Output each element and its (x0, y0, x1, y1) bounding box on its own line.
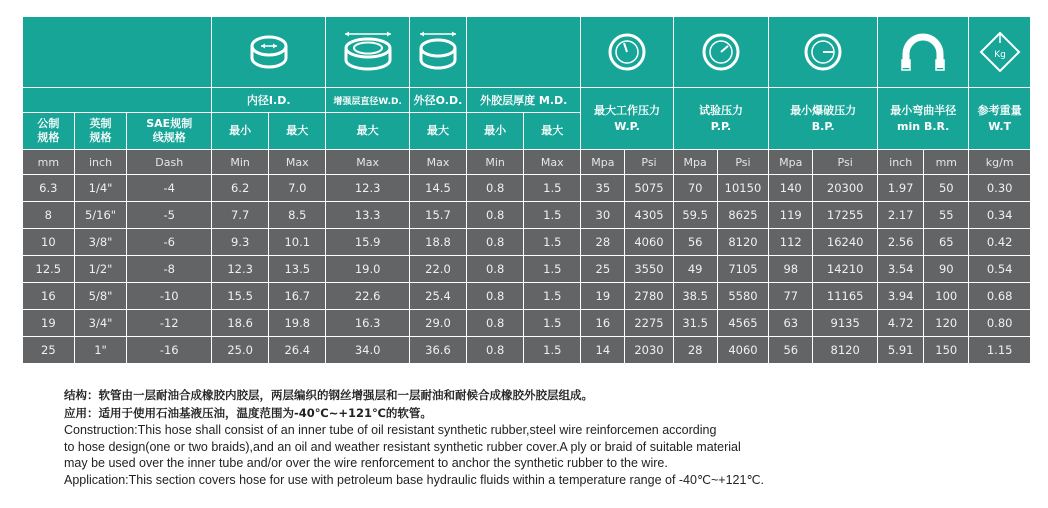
weight-icon-text: Kg (993, 50, 1006, 60)
unit-cell: Min (467, 150, 524, 175)
table-cell: 14210 (813, 256, 878, 283)
table-row (23, 256, 1031, 283)
table-cell: 0.68 (969, 283, 1031, 310)
table-cell: 50 (924, 175, 969, 202)
note-en-line: Construction:This hose shall consist of an inner tube of oil resistant synthetic rubber,steel wire reinforcemen according (64, 423, 717, 437)
table-cell: 22.6 (326, 283, 410, 310)
table-cell: -5 (127, 202, 212, 229)
table-cell: 20300 (813, 175, 878, 202)
table-cell: 26.4 (269, 337, 326, 364)
table-cell: 10.1 (269, 229, 326, 256)
table-cell: 3/8" (74, 229, 127, 256)
table-cell: 8625 (717, 202, 769, 229)
table-cell: 150 (924, 337, 969, 364)
table-cell: 7.0 (269, 175, 326, 202)
hose-spec-table (22, 16, 1031, 364)
subheader-metric: 公制 规格 (23, 113, 75, 150)
table-cell: 25.0 (212, 337, 269, 364)
table-cell: 25.4 (409, 283, 466, 310)
table-cell: 7105 (717, 256, 769, 283)
table-cell: 34.0 (326, 337, 410, 364)
table-cell: 16 (581, 310, 625, 337)
table-cell: 10150 (717, 175, 769, 202)
table-cell: 31.5 (673, 310, 717, 337)
table-cell: 0.8 (467, 337, 524, 364)
table-cell: 140 (769, 175, 813, 202)
unit-cell: mm (924, 150, 969, 175)
table-cell: -4 (127, 175, 212, 202)
note-en-line: may be used over the inner tube and/or over the wire renforcement to anchor the synthetic rubber to the wire. (64, 456, 668, 470)
unit-cell: Mpa (581, 150, 625, 175)
table-cell: 0.54 (969, 256, 1031, 283)
table-cell: 120 (924, 310, 969, 337)
table-cell: 28 (673, 337, 717, 364)
table-cell: 19 (23, 310, 75, 337)
table-cell: 12.3 (212, 256, 269, 283)
table-cell: 0.8 (467, 202, 524, 229)
table-cell: 17255 (813, 202, 878, 229)
table-cell: 5/8" (74, 283, 127, 310)
table-cell: 0.8 (467, 229, 524, 256)
table-cell: 5075 (625, 175, 673, 202)
header-wp: 最大工作压力 W.P. (581, 88, 673, 150)
table-cell: 55 (924, 202, 969, 229)
table-cell: 15.5 (212, 283, 269, 310)
table-cell: 9.3 (212, 229, 269, 256)
table-cell: 12.3 (326, 175, 410, 202)
table-cell: 16240 (813, 229, 878, 256)
table-row (23, 175, 1031, 202)
header-md: 外胶层厚度 M.D. (467, 88, 581, 113)
table-cell: 1/4" (74, 175, 127, 202)
table-cell: 25 (23, 337, 75, 364)
table-cell: 2030 (625, 337, 673, 364)
table-cell: 4565 (717, 310, 769, 337)
table-cell: 16.3 (326, 310, 410, 337)
table-cell: 16 (23, 283, 75, 310)
subheader-od-max: 最大 (409, 113, 466, 150)
table-cell: 1.5 (524, 175, 581, 202)
table-cell: 22.0 (409, 256, 466, 283)
table-cell: 36.6 (409, 337, 466, 364)
unit-cell: Max (524, 150, 581, 175)
note-structure-cn: 结构：软管由一层耐油合成橡胶内胶层，两层编织的钢丝增强层和一层耐油和耐候合成橡胶外胶层组成。 (64, 388, 593, 402)
table-cell: 8120 (717, 229, 769, 256)
unit-cell: kg/m (969, 150, 1031, 175)
unit-cell: Max (326, 150, 410, 175)
unit-cell: Max (269, 150, 326, 175)
table-cell: -10 (127, 283, 212, 310)
table-cell: 2.17 (878, 202, 924, 229)
unit-cell: Mpa (769, 150, 813, 175)
unit-cell: Dash (127, 150, 212, 175)
table-cell: 56 (769, 337, 813, 364)
header-wt: 参考重量 W.T (969, 88, 1031, 150)
table-cell: 1.97 (878, 175, 924, 202)
table-cell: 0.8 (467, 283, 524, 310)
table-row (23, 202, 1031, 229)
weight-icon (969, 17, 1031, 88)
table-cell: 1.5 (524, 229, 581, 256)
subheader-md-min: 最小 (467, 113, 524, 150)
table-cell: 2.56 (878, 229, 924, 256)
table-cell: 6.2 (212, 175, 269, 202)
table-cell: 35 (581, 175, 625, 202)
header-br: 最小弯曲半径 min B.R. (878, 88, 969, 150)
table-cell: 0.8 (467, 175, 524, 202)
unit-cell: Psi (625, 150, 673, 175)
table-cell: 14 (581, 337, 625, 364)
table-cell: 28 (581, 229, 625, 256)
table-cell: 98 (769, 256, 813, 283)
subheader-id-max: 最大 (269, 113, 326, 150)
subheader-wd-max: 最大 (326, 113, 410, 150)
notes-section (64, 386, 764, 488)
test-pressure-gauge-icon (673, 17, 769, 88)
unit-cell: Psi (717, 150, 769, 175)
table-cell: 49 (673, 256, 717, 283)
outer-diameter-icon (409, 17, 466, 88)
blank-cell-header (23, 88, 212, 113)
unit-cell: mm (23, 150, 75, 175)
table-cell: 112 (769, 229, 813, 256)
table-cell: 4060 (717, 337, 769, 364)
table-cell: 19.8 (269, 310, 326, 337)
header-od: 外径O.D. (409, 88, 466, 113)
icon-row (23, 17, 1031, 88)
table-cell: 63 (769, 310, 813, 337)
bend-radius-icon (878, 17, 969, 88)
table-cell: 19.0 (326, 256, 410, 283)
unit-cell: Psi (813, 150, 878, 175)
table-cell: 5580 (717, 283, 769, 310)
table-cell: 13.5 (269, 256, 326, 283)
table-cell: 5/16" (74, 202, 127, 229)
subheader-imperial: 英制 规格 (74, 113, 127, 150)
table-cell: 10 (23, 229, 75, 256)
table-cell: 16.7 (269, 283, 326, 310)
table-cell: 19 (581, 283, 625, 310)
table-cell: -16 (127, 337, 212, 364)
table-cell: 29.0 (409, 310, 466, 337)
table-cell: 1.15 (969, 337, 1031, 364)
table-cell: 1.5 (524, 202, 581, 229)
table-cell: 14.5 (409, 175, 466, 202)
unit-cell: Mpa (673, 150, 717, 175)
table-cell: 1.5 (524, 310, 581, 337)
table-cell: -8 (127, 256, 212, 283)
table-cell: 4305 (625, 202, 673, 229)
table-cell: 8 (23, 202, 75, 229)
units-row (23, 150, 1031, 175)
header-row (23, 88, 1031, 113)
table-cell: 0.8 (467, 310, 524, 337)
reinforcement-diameter-icon (326, 17, 410, 88)
header-bp: 最小爆破压力 B.P. (769, 88, 878, 150)
table-cell: 30 (581, 202, 625, 229)
table-row (23, 229, 1031, 256)
header-pp: 试验压力 P.P. (673, 88, 769, 150)
table-cell: 15.7 (409, 202, 466, 229)
blank-cell-md (467, 17, 581, 88)
table-cell: 6.3 (23, 175, 75, 202)
inner-diameter-icon (212, 17, 326, 88)
table-cell: 4060 (625, 229, 673, 256)
table-cell: 3.94 (878, 283, 924, 310)
table-cell: 1.5 (524, 283, 581, 310)
table-row (23, 283, 1031, 310)
table-body (23, 175, 1031, 364)
table-cell: 12.5 (23, 256, 75, 283)
table-cell: 7.7 (212, 202, 269, 229)
table-cell: 3550 (625, 256, 673, 283)
table-cell: 90 (924, 256, 969, 283)
note-en-line: Application:This section covers hose for use with petroleum base hydraulic fluids within a temperature range of -40℃~+121℃. (64, 472, 764, 487)
unit-cell: Max (409, 150, 466, 175)
table-cell: 0.30 (969, 175, 1031, 202)
unit-cell: Min (212, 150, 269, 175)
note-application-cn: 应用：适用于使用石油基液压油，温度范围为-40℃~+121℃的软管。 (64, 406, 432, 420)
table-cell: -6 (127, 229, 212, 256)
table-cell: 77 (769, 283, 813, 310)
table-cell: 1.5 (524, 256, 581, 283)
table-cell: 3/4" (74, 310, 127, 337)
table-cell: 59.5 (673, 202, 717, 229)
table-cell: 65 (924, 229, 969, 256)
table-row (23, 337, 1031, 364)
table-cell: 13.3 (326, 202, 410, 229)
blank-cell-sizes (23, 17, 212, 88)
burst-pressure-gauge-icon (769, 17, 878, 88)
note-en-line: to hose design(one or two braids),and an oil and weather resistant synthetic rubber cover.A ply or braid of suitable material (64, 439, 741, 454)
table-cell: 4.72 (878, 310, 924, 337)
header-id: 内径I.D. (212, 88, 326, 113)
working-pressure-gauge-icon (581, 17, 673, 88)
subheader-sae: SAE规制 线规格 (127, 113, 212, 150)
table-cell: 1" (74, 337, 127, 364)
table-cell: 5.91 (878, 337, 924, 364)
table-cell: 18.6 (212, 310, 269, 337)
unit-cell: inch (74, 150, 127, 175)
subheader-id-min: 最小 (212, 113, 269, 150)
table-cell: 119 (769, 202, 813, 229)
table-cell: 100 (924, 283, 969, 310)
table-cell: 1/2" (74, 256, 127, 283)
table-cell: 56 (673, 229, 717, 256)
subheader-md-max: 最大 (524, 113, 581, 150)
table-cell: 70 (673, 175, 717, 202)
table-cell: 38.5 (673, 283, 717, 310)
table-cell: 0.80 (969, 310, 1031, 337)
table-cell: 18.8 (409, 229, 466, 256)
table-cell: -12 (127, 310, 212, 337)
table-cell: 8120 (813, 337, 878, 364)
header-wd: 增强层直径W.D. (326, 88, 410, 113)
table-cell: 2275 (625, 310, 673, 337)
table-row (23, 310, 1031, 337)
table-cell: 25 (581, 256, 625, 283)
table-cell: 1.5 (524, 337, 581, 364)
table-cell: 8.5 (269, 202, 326, 229)
table-cell: 0.42 (969, 229, 1031, 256)
table-cell: 9135 (813, 310, 878, 337)
table-cell: 2780 (625, 283, 673, 310)
table-cell: 15.9 (326, 229, 410, 256)
table-cell: 0.8 (467, 256, 524, 283)
unit-cell: inch (878, 150, 924, 175)
table-cell: 11165 (813, 283, 878, 310)
table-cell: 0.34 (969, 202, 1031, 229)
table-cell: 3.54 (878, 256, 924, 283)
